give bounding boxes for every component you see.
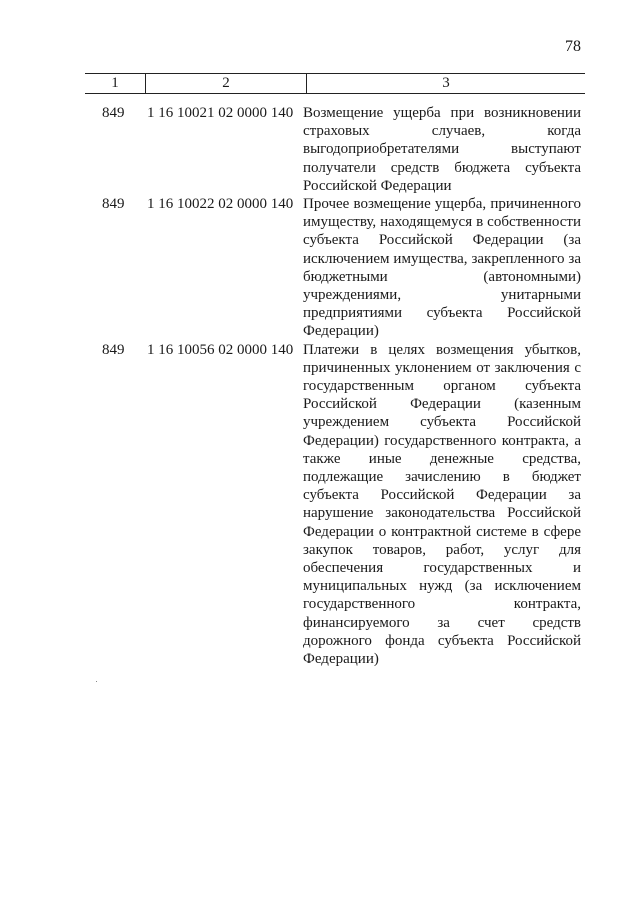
budget-code-cell: 1 16 10021 02 0000 140 xyxy=(147,105,294,121)
table-header xyxy=(85,73,585,94)
description-cell: Платежи в целях возмещения убытков, причиненных уклонением от заключения с государственным органом субъекта Российской Федерации (казенным учреждением субъекта Российской Федерации) государственного контракта, а также иные денежные средства, подлежащие зачислению в бюджет субъекта Российской Федерации за нарушение законодательства Российской Федерации о контрактной системе в сфере закупок товаров, работ, услуг для обеспечения государственных и муниципальных нужд (за исключением государственного контракта, финансируемого за счет средств дорожного фонда субъекта Российской Федерации) xyxy=(303,341,581,668)
description-cell: Возмещение ущерба при возникновении страховых случаев, когда выгодоприобретателями выступают получатели средств бюджета субъекта Российской Федерации xyxy=(303,105,581,194)
scan-speck xyxy=(96,681,97,682)
column-header-1: 1 xyxy=(85,74,146,94)
budget-code-cell: 1 16 10022 02 0000 140 xyxy=(147,196,294,213)
column-header-3: 3 xyxy=(307,74,586,94)
admin-code-cell: 849 xyxy=(102,105,125,121)
table-row xyxy=(0,341,639,669)
table-row xyxy=(0,104,639,195)
budget-code-cell: 1 16 10056 02 0000 140 xyxy=(147,341,294,358)
column-header-2: 2 xyxy=(146,74,307,94)
table-body xyxy=(0,104,639,668)
admin-code-cell: 849 xyxy=(102,196,125,213)
table-row xyxy=(0,195,639,341)
admin-code-cell: 849 xyxy=(102,341,125,358)
page-number: 78 xyxy=(565,38,581,55)
description-cell: Прочее возмещение ущерба, причиненного имуществу, находящемуся в собственности субъекта Российской Федерации (за исключением имущества, закрепленного за бюджетными (автономными) учреждениями, унитарными предприятиями субъекта Российской Федерации) xyxy=(303,196,581,340)
